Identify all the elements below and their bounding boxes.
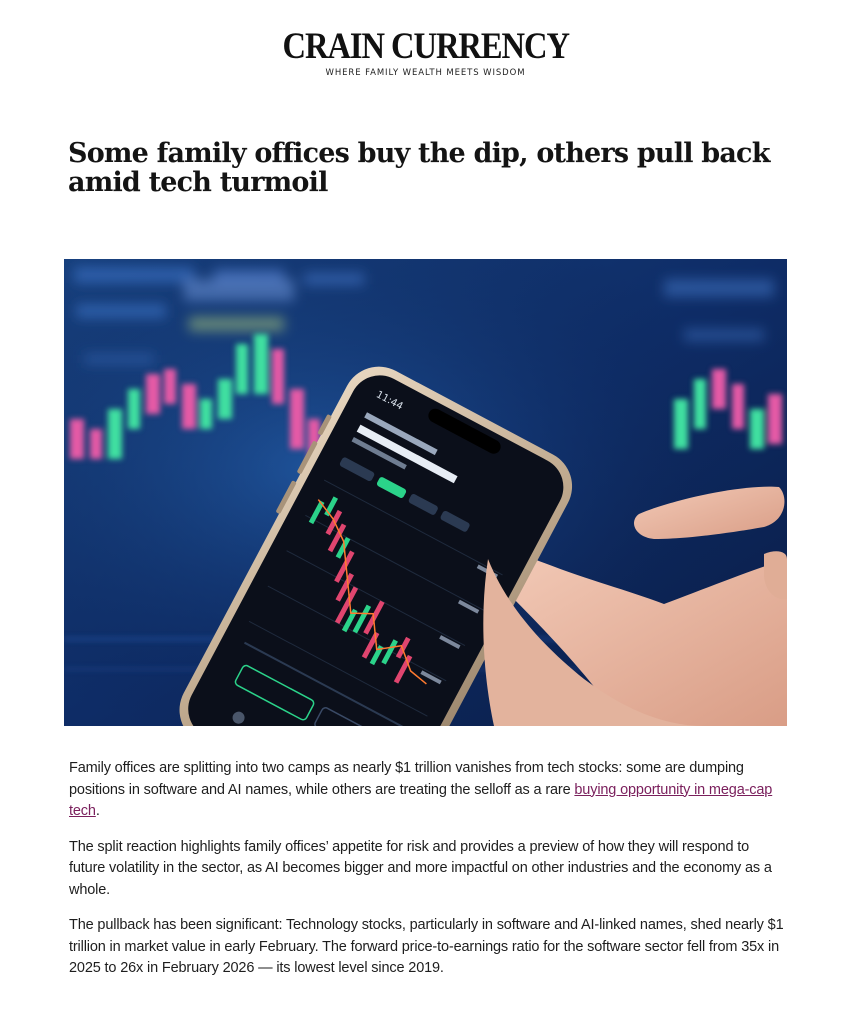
paragraph-1 [69, 758, 789, 823]
article-body [69, 758, 789, 994]
brand-logo[interactable]: CRAIN CURRENCY [282, 26, 569, 67]
paragraph-1-end: . [95, 803, 100, 819]
phone-time: 11:44 [374, 389, 405, 413]
paragraph-2: The split reaction highlights family offices’ appetite for risk and provides a preview of how they will respond to future volatility in the sector, as AI becomes bigger and more impactful on other industries and the economy as a whole. [69, 838, 772, 898]
paragraph-1-text: Family offices are splitting into two camps as nearly $1 trillion vanishes from tech stocks: some are dumping positions in software and AI names, while others are treating the selloff as a rare [69, 760, 744, 798]
brand-tagline: WHERE FAMILY WEALTH MEETS WISDOM [325, 68, 526, 78]
paragraph-3: The pullback has been significant: Technology stocks, particularly in software and AI-linked names, shed nearly $1 trillion in market value in early February. The forward price-to-earnings ratio for the software sector fell from 35x in 2025 to 26x in February 2026 — its lowest level since 2019. [69, 917, 784, 976]
article-headline: Some family offices buy the dip, others pull back amid tech turmoil [68, 138, 770, 198]
buying-opportunity-link[interactable]: buying opportunity in mega-cap tech [69, 781, 773, 819]
masthead [0, 28, 851, 78]
stock-chart-phone-photo [64, 259, 787, 726]
hero-image [64, 259, 787, 726]
